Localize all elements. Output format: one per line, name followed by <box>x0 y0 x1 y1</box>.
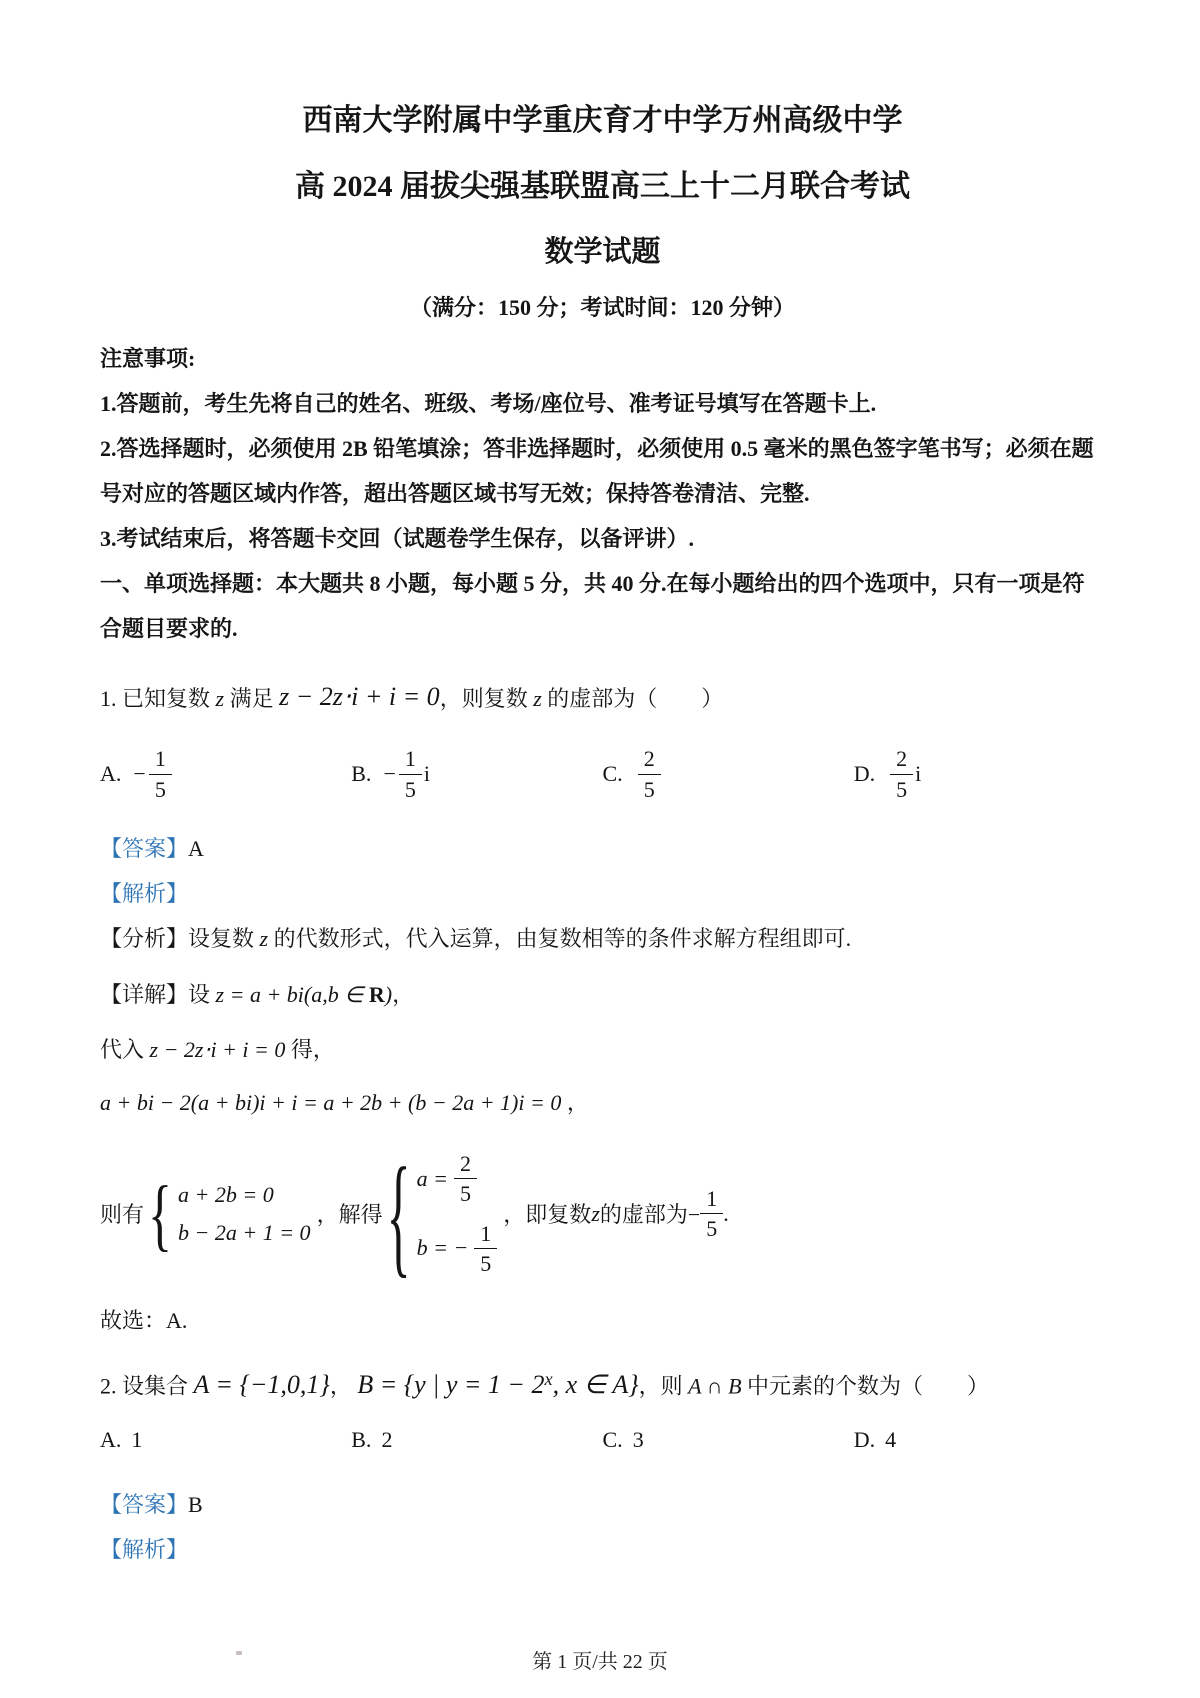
math-formula: A ∩ B <box>688 1373 742 1399</box>
option-value: 3 <box>632 1426 644 1452</box>
stem-text: ， <box>329 1373 352 1399</box>
exam-meta: （满分：150 分；考试时间：120 分钟） <box>409 295 795 320</box>
detail-text-1 <box>100 971 1105 1019</box>
stem-text: 中元素的个数为（ ） <box>747 1373 990 1399</box>
option-d <box>854 1417 1105 1462</box>
fraction-denominator: 5 <box>700 1213 723 1241</box>
math-superscript: x <box>544 1369 553 1390</box>
fraction-denominator: 5 <box>399 774 422 802</box>
option-c <box>603 746 854 802</box>
notice-heading: 注意事项: <box>100 346 196 371</box>
substitute-line <box>100 1026 1105 1074</box>
fraction-denominator: 5 <box>638 774 661 802</box>
option-value: 1 <box>131 1426 143 1452</box>
expanded-equation <box>100 1079 1105 1127</box>
math-formula: A = {−1,0,1} <box>193 1369 330 1399</box>
answer-label: 【答案】 <box>100 1491 189 1517</box>
fraction <box>399 746 422 802</box>
fraction <box>890 746 913 802</box>
math-formula: ) <box>384 982 393 1007</box>
math-formula: a + bi − 2(a + bi)i + i = a + 2b + (b − 2a + 1)i = 0 <box>100 1090 562 1115</box>
case-equation: a + 2b = 0 <box>178 1181 274 1207</box>
stem-text: 满足 <box>229 686 274 711</box>
math-bold-r: R <box>368 982 385 1007</box>
system-post: 的虚部为− <box>599 1202 701 1228</box>
sub-text: 代入 <box>100 1037 145 1062</box>
fraction-numerator: 1 <box>154 746 166 772</box>
fraction-numerator: 2 <box>896 746 908 772</box>
system-mid: 解得 <box>338 1202 383 1228</box>
section-1-heading: 一、单项选择题：本大题共 8 小题，每小题 5 分，共 40 分.在每小题给出的四个选项中，只有一项是符合题目要求的. <box>100 571 1085 641</box>
minus-sign: − <box>383 761 396 786</box>
case-equation: a = $\frac{2}{5}$ <box>417 1151 498 1207</box>
page-footer: 第 1 页/共 22 页 <box>532 1651 668 1673</box>
math-var: z <box>215 686 225 711</box>
subject-title: 数学试题 <box>544 236 661 268</box>
math-var: z <box>591 1200 600 1226</box>
notice-item-1: 1.答题前，考生先将自己的姓名、班级、考场/座位号、准考证号填写在答题卡上. <box>100 391 877 416</box>
option-tail: i <box>423 761 430 786</box>
option-label: D. <box>853 761 876 786</box>
answer-value: B <box>188 1491 203 1517</box>
analysis-marker-2 <box>100 1527 1105 1572</box>
sub-text: 得， <box>290 1037 335 1062</box>
case-equation: b = − $\frac{1}{5}$ <box>417 1221 498 1277</box>
math-formula: z − 2z⋅i + i = 0 <box>149 1037 286 1062</box>
question-2-stem <box>100 1353 1105 1412</box>
answer-value: A <box>188 836 204 861</box>
system-post: ，即复数 <box>503 1202 592 1228</box>
stem-text: 2. 设集合 <box>100 1373 189 1399</box>
option-label: B. <box>351 761 372 786</box>
stem-text: ，则 <box>638 1373 683 1399</box>
exam-session-title: 高 2024 届拔尖强基联盟高三上十二月联合考试 <box>295 170 910 203</box>
math-formula: B = {y | y = 1 − 2 <box>357 1369 545 1399</box>
system-period: . <box>723 1200 729 1226</box>
option-b <box>351 1417 602 1462</box>
option-label: B. <box>351 1426 372 1452</box>
page-title: 西南大学附属中学重庆育才中学万州高级中学 <box>302 104 903 137</box>
expand-comma: ， <box>566 1090 589 1115</box>
stem-text: ，则复数 <box>439 686 528 711</box>
notice-item-2: 2.答选择题时，必须使用 2B 铅笔填涂；答非选择题时，必须使用 0.5 毫米的黑色签字笔书写；必须在题号对应的答题区域内作答，超出答题区域书写无效；保持答卷清洁、完整. <box>100 436 1094 506</box>
math-var: z <box>259 926 269 951</box>
option-value: 4 <box>885 1426 897 1452</box>
stem-text: 的虚部为（ ） <box>547 686 724 711</box>
fraction-numerator: 2 <box>643 746 655 772</box>
equation-cases-1 <box>148 1168 311 1259</box>
option-label: A. <box>100 761 122 786</box>
math-formula: , x ∈ A} <box>552 1369 639 1399</box>
xiangjie-text: 设 <box>188 982 211 1007</box>
math-var: z <box>533 686 542 711</box>
case-equation: b − 2a + 1 = 0 <box>178 1219 311 1245</box>
fenxi-text: 设复数 <box>188 926 255 951</box>
option-a <box>100 746 351 802</box>
answer-line-1 <box>100 826 1105 871</box>
fraction-denominator: 5 <box>149 774 172 802</box>
option-c <box>603 1417 854 1462</box>
option-label: C. <box>602 1426 623 1452</box>
case-rows <box>417 1151 498 1276</box>
fraction <box>700 1186 723 1242</box>
conclusion-1: 故选：A. <box>100 1308 188 1334</box>
fraction-numerator: 1 <box>404 746 416 772</box>
equation-cases-2 <box>386 1137 498 1290</box>
fraction <box>638 746 661 802</box>
option-label: D. <box>853 1426 876 1452</box>
fraction <box>454 1151 477 1207</box>
fraction-denominator: 5 <box>474 1248 497 1276</box>
option-a <box>100 1417 351 1462</box>
fraction <box>149 746 172 802</box>
left-brace: { <box>148 1168 173 1259</box>
minus-sign: − <box>133 761 146 786</box>
question-2-options <box>100 1417 1105 1462</box>
fraction-numerator: 1 <box>480 1220 492 1246</box>
analysis-label: 【解析】 <box>100 1536 189 1562</box>
option-tail: i <box>915 761 922 786</box>
fraction-denominator: 5 <box>890 774 913 802</box>
option-d <box>854 746 1105 802</box>
answer-line-2 <box>100 1482 1105 1527</box>
fraction-numerator: 1 <box>706 1185 718 1211</box>
option-label: A. <box>100 1426 122 1452</box>
option-b <box>351 746 602 802</box>
xiangjie-text: ， <box>392 982 415 1007</box>
stem-text: 1. 已知复数 <box>100 686 211 711</box>
left-brace: { <box>386 1137 411 1290</box>
question-1-options <box>100 742 1105 806</box>
math-formula: z − 2z⋅i + i = 0 <box>279 682 440 711</box>
fenxi-text: 的代数形式，代入运算，由复数相等的条件求解方程组即可. <box>273 926 852 951</box>
case-rows <box>178 1180 311 1248</box>
system-comma: ， <box>316 1202 339 1228</box>
notice-item-3: 3.考试结束后，将答题卡交回（试题卷学生保存，以备评讲）. <box>100 526 695 551</box>
answer-label: 【答案】 <box>100 836 189 861</box>
system-pre: 则有 <box>100 1202 145 1228</box>
option-label: C. <box>602 761 623 786</box>
analysis-text-1 <box>100 916 1105 961</box>
question-1-stem <box>100 673 1105 724</box>
fenxi-label: 【分析】 <box>100 926 189 951</box>
system-solution-line <box>100 1137 1105 1290</box>
analysis-marker-1 <box>100 871 1105 916</box>
fraction-denominator: 5 <box>454 1178 477 1206</box>
fraction <box>474 1221 497 1277</box>
xiangjie-label: 【详解】 <box>100 982 189 1007</box>
fraction-numerator: 2 <box>459 1151 471 1176</box>
analysis-label: 【解析】 <box>100 881 189 906</box>
option-value: 2 <box>381 1426 393 1452</box>
math-formula: z = a + bi(a,b ∈ <box>215 982 369 1007</box>
